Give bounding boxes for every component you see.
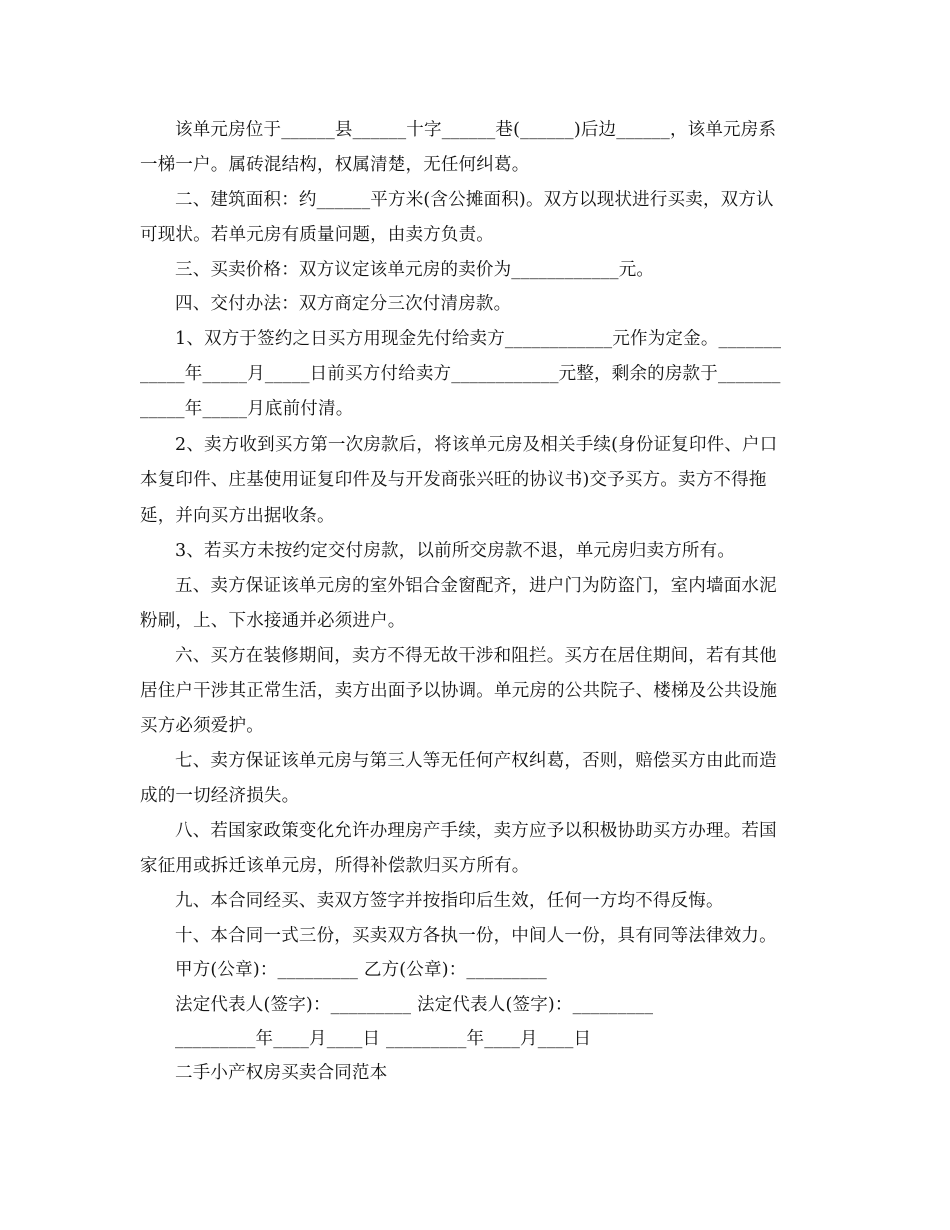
signature-legal-rep: 法定代表人(签字)：_________ 法定代表人(签字)：_________ [175,995,654,1015]
para-payment-2-line-1: 2、卖方收到买方第一次房款后，将该单元房及相关手续(身份证复印件、户口 [175,435,778,455]
para-location-line-2: 一梯一户。属砖混结构，权属清楚，无任何纠葛。 [140,155,530,175]
signature-date: _________年____月____日 _________年____月____日 [175,1029,592,1049]
para-payment-3: 3、若买方未按约定交付房款，以前所交房款不退，单元房归卖方所有。 [175,541,736,561]
para-guarantee-line-1: 五、卖方保证该单元房的室外铝合金窗配齐，进户门为防盗门，室内墙面水泥 [175,576,777,596]
signature-party-seal: 甲方(公章)：_________ 乙方(公章)：_________ [175,960,547,980]
para-guarantee-line-2: 粉刷，上、下水接通并必须进户。 [140,611,406,631]
para-renovation-line-1: 六、买方在装修期间，卖方不得无故干涉和阻拦。买方在居住期间，若有其他 [175,646,777,666]
next-document-title: 二手小产权房买卖合同范本 [175,1063,388,1083]
para-area-line-2: 可现状。若单元房有质量问题，由卖方负责。 [140,225,494,245]
para-payment-1-line-1: 1、双方于签约之日买方用现金先付给卖方____________元作为定金。_______ [175,329,782,349]
para-payment-2-line-3: 延，并向买方出据收条。 [140,506,335,526]
para-title-line-1: 七、卖方保证该单元房与第三人等无任何产权纠葛，否则，赔偿买方由此而造 [175,751,777,771]
para-payment: 四、交付办法：双方商定分三次付清房款。 [175,294,512,314]
para-payment-1-line-2: _____年_____月_____日前买方付给卖方____________元整，剩余的房款于_______ [140,364,781,384]
para-payment-2-line-2: 本复印件、庄基使用证复印件及与开发商张兴旺的协议书)交予买方。卖方不得拖 [140,470,767,490]
para-policy-line-1: 八、若国家政策变化允许办理房产手续，卖方应予以积极协助买方办理。若国 [175,821,777,841]
para-effective: 九、本合同经买、卖双方签字并按指印后生效，任何一方均不得反悔。 [175,891,724,911]
para-renovation-line-2: 居住户干涉其正常生活，卖方出面予以协调。单元房的公共院子、楼梯及公共设施 [140,681,778,701]
para-copies: 十、本合同一式三份，买卖双方各执一份，中间人一份，具有同等法律效力。 [175,926,777,946]
para-price: 三、买卖价格：双方议定该单元房的卖价为____________元。 [175,260,655,280]
para-policy-line-2: 家征用或拆迁该单元房，所得补偿款归买方所有。 [140,856,530,876]
para-location-line-1: 该单元房位于______县______十字______巷(______)后边______，该单元房系 [175,120,777,140]
para-area-line-1: 二、建筑面积：约______平方米(含公摊面积)。双方以现状进行买卖，双方认 [175,190,774,210]
para-renovation-line-3: 买方必须爱护。 [140,716,264,736]
para-title-line-2: 成的一切经济损失。 [140,786,300,806]
para-payment-1-line-3: _____年_____月底前付清。 [140,399,354,419]
